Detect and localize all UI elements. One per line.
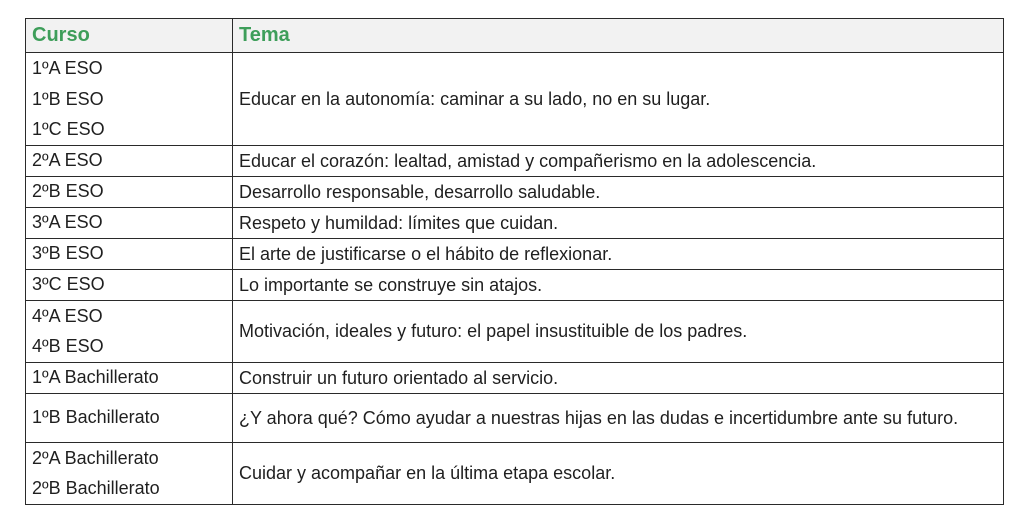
topic-cell: ¿Y ahora qué? Cómo ayudar a nuestras hijas en las dudas e incertidumbre ante su futuro.: [233, 393, 1004, 442]
table-row: [26, 269, 1004, 300]
topic-cell: Construir un futuro orientado al servicio.: [233, 362, 1004, 393]
course-cell: 2ºB ESO: [26, 176, 233, 207]
topic-cell: Cuidar y acompañar en la última etapa escolar.: [233, 442, 1004, 504]
course-name: 2ºA Bachillerato: [32, 447, 159, 468]
course-name: 4ºA ESO: [32, 305, 103, 326]
course-name: 1ºC ESO: [32, 119, 105, 139]
topic-cell: Educar en la autonomía: caminar a su lado, no en su lugar.: [233, 53, 1004, 146]
table-row: [26, 176, 1004, 207]
course-cell: 2ºA ESO: [26, 145, 233, 176]
course-cell: 1ºB Bachillerato: [26, 393, 233, 442]
topic-cell: El arte de justificarse o el hábito de reflexionar.: [233, 238, 1004, 269]
table-row: [26, 362, 1004, 393]
table-row: [26, 53, 1004, 146]
course-name: 1ºB ESO: [32, 88, 104, 109]
course-cell: 3ºC ESO: [26, 269, 233, 300]
table-row: [26, 300, 1004, 362]
course-name: 4ºB ESO: [32, 336, 104, 356]
header-course: Curso: [26, 19, 233, 53]
table-row: [26, 238, 1004, 269]
header-topic: Tema: [233, 19, 1004, 53]
topic-cell: Motivación, ideales y futuro: el papel insustituible de los padres.: [233, 300, 1004, 362]
topic-cell: Lo importante se construye sin atajos.: [233, 269, 1004, 300]
header-row: [26, 19, 1004, 53]
course-cell: [26, 300, 233, 362]
topic-cell: Desarrollo responsable, desarrollo saludable.: [233, 176, 1004, 207]
table-row: [26, 393, 1004, 442]
table-row: [26, 145, 1004, 176]
course-cell: 1ºA Bachillerato: [26, 362, 233, 393]
topic-cell: Respeto y humildad: límites que cuidan.: [233, 207, 1004, 238]
course-name: 1ºA ESO: [32, 58, 103, 78]
table-row: [26, 207, 1004, 238]
topics-table: [25, 18, 1004, 505]
course-cell: 3ºB ESO: [26, 238, 233, 269]
course-cell: [26, 53, 233, 146]
table-body: [26, 53, 1004, 505]
topic-cell: Educar el corazón: lealtad, amistad y compañerismo en la adolescencia.: [233, 145, 1004, 176]
table-row: [26, 442, 1004, 504]
course-cell: 3ºA ESO: [26, 207, 233, 238]
course-name: 2ºB Bachillerato: [32, 478, 160, 498]
table-header: [26, 19, 1004, 53]
course-cell: [26, 442, 233, 504]
